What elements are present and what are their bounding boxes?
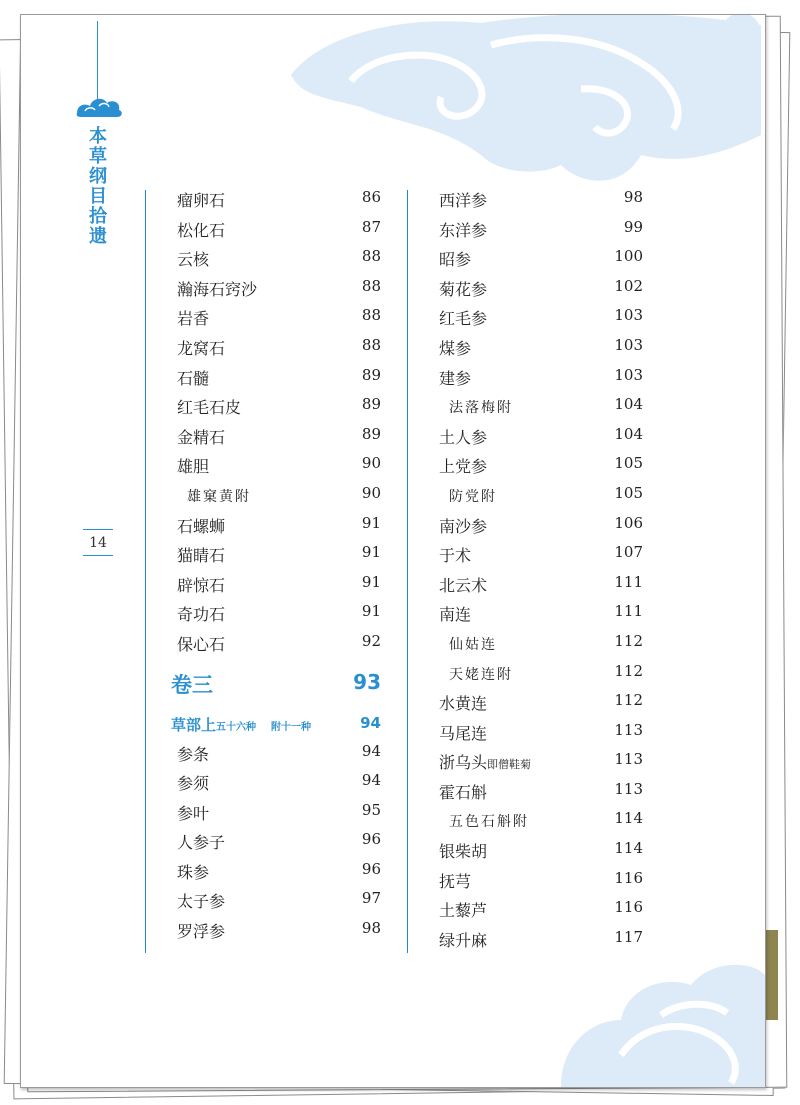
toc-entry-page: 89 <box>361 424 381 443</box>
toc-entry-title <box>439 366 471 389</box>
toc-entry-page: 97 <box>361 889 381 908</box>
toc-entry-name: 石髓 <box>177 368 210 388</box>
toc-entry-title <box>177 919 225 942</box>
toc-entry-page: 105 <box>614 454 643 473</box>
toc-entry-title <box>177 218 225 241</box>
toc-entry[interactable] <box>439 215 643 245</box>
toc-entry[interactable] <box>177 570 381 600</box>
toc-entry-title <box>177 860 209 883</box>
toc-entry-page: 91 <box>361 602 381 621</box>
toc-entry[interactable] <box>177 798 381 828</box>
page-edge-strip <box>766 930 778 1020</box>
toc-entry[interactable] <box>439 511 643 541</box>
toc-left-column <box>171 185 381 946</box>
toc-entry-page: 88 <box>361 335 381 354</box>
toc-entry[interactable] <box>177 540 381 570</box>
toc-entry-name: 北云术 <box>439 575 488 595</box>
toc-entry-name: 太子参 <box>177 892 226 912</box>
toc-entry-title <box>439 188 487 211</box>
toc-entry-name: 松化石 <box>177 220 226 240</box>
section-note-count: 五十六种 <box>216 721 257 733</box>
toc-entry[interactable] <box>177 827 381 857</box>
toc-entry-title <box>439 780 487 803</box>
toc-entry-title <box>439 454 487 477</box>
toc-entry-title <box>177 632 225 655</box>
toc-entry-page: 99 <box>623 217 643 236</box>
toc-entry-page: 113 <box>614 720 643 739</box>
toc-entry-name: 浙乌头 <box>439 753 488 773</box>
toc-entry-name: 罗浮参 <box>177 922 226 942</box>
toc-entry-page: 111 <box>614 602 643 621</box>
toc-entry-name: 雄胆 <box>177 457 210 477</box>
toc-entry-name: 珠参 <box>177 862 210 882</box>
toc-entry-title <box>177 425 225 448</box>
toc-entry-page: 88 <box>361 306 381 325</box>
toc-entry[interactable] <box>177 481 381 511</box>
toc-entry-title <box>177 514 225 537</box>
toc-entry-page: 113 <box>614 750 643 769</box>
toc-entry-title <box>439 573 487 596</box>
toc-entry[interactable] <box>177 274 381 304</box>
cloud-decoration <box>21 15 765 1087</box>
toc-entry-title <box>449 811 529 831</box>
toc-entry[interactable] <box>439 688 643 718</box>
toc-entry-page: 117 <box>614 927 643 946</box>
toc-entry-page: 113 <box>614 779 643 798</box>
section-name: 草部上 <box>171 715 217 734</box>
toc-entry-title <box>439 425 487 448</box>
toc-entry-page: 90 <box>361 454 381 473</box>
left-column-rule <box>145 190 146 953</box>
toc-entry-title <box>177 277 257 300</box>
toc-entry-name: 参叶 <box>177 803 210 823</box>
toc-entry[interactable] <box>439 481 643 511</box>
toc-entry-page: 98 <box>623 188 643 206</box>
toc-entry-note: 即僧鞋菊 <box>487 758 532 772</box>
toc-entry[interactable] <box>177 244 381 274</box>
toc-entry-title <box>449 634 497 654</box>
toc-entry-title <box>439 306 487 329</box>
toc-left-list-after <box>177 739 381 946</box>
toc-entry-page: 103 <box>614 306 643 325</box>
toc-entry-title <box>177 336 225 359</box>
toc-entry[interactable] <box>439 333 643 363</box>
toc-entry-title <box>177 602 225 625</box>
volume-heading[interactable] <box>171 659 381 709</box>
toc-entry-page: 89 <box>361 395 381 414</box>
toc-entry-title <box>439 543 471 566</box>
toc-entry[interactable] <box>177 451 381 481</box>
toc-entry-page: 95 <box>361 800 381 819</box>
toc-entry-title <box>177 395 241 418</box>
toc-entry-page: 116 <box>614 868 643 887</box>
toc-entry-name: 瀚海石窍沙 <box>177 279 258 299</box>
toc-entry-page: 88 <box>361 276 381 295</box>
toc-entry-name: 人参子 <box>177 833 226 853</box>
toc-entry[interactable] <box>439 363 643 393</box>
toc-entry-name: 龙窝石 <box>177 338 226 358</box>
cloud-icon <box>73 93 125 121</box>
toc-entry-name: 上党参 <box>439 457 488 477</box>
toc-entry-page: 94 <box>361 771 381 790</box>
toc-entry[interactable] <box>439 747 643 777</box>
page-number-block <box>83 529 113 556</box>
toc-entry[interactable] <box>439 777 643 807</box>
toc-entry[interactable] <box>177 185 381 215</box>
toc-entry-page: 105 <box>614 483 643 502</box>
toc-entry[interactable] <box>177 511 381 541</box>
toc-entry[interactable] <box>439 866 643 896</box>
toc-entry-name: 菊花参 <box>439 279 488 299</box>
toc-entry-title <box>177 247 209 270</box>
toc-entry[interactable] <box>177 629 381 659</box>
toc-entry-title <box>439 247 471 270</box>
toc-entry-page: 114 <box>614 809 643 828</box>
toc-entry-title <box>439 277 487 300</box>
toc-entry-page: 112 <box>614 661 643 680</box>
toc-entry[interactable] <box>177 363 381 393</box>
toc-left-list <box>177 185 381 659</box>
toc-entry-title <box>449 397 513 417</box>
toc-entry-title <box>177 543 225 566</box>
toc-entry-title <box>439 336 471 359</box>
toc-entry-title <box>439 218 487 241</box>
toc-entry[interactable] <box>177 886 381 916</box>
toc-entry[interactable] <box>439 392 643 422</box>
toc-entry-page: 104 <box>614 395 643 414</box>
toc-entry-name: 防党附 <box>449 488 497 505</box>
toc-entry-name: 建参 <box>439 368 472 388</box>
toc-entry-name: 于术 <box>439 546 472 566</box>
toc-entry-title <box>439 602 471 625</box>
toc-entry-name: 红毛参 <box>439 309 488 329</box>
toc-entry[interactable] <box>439 303 643 333</box>
toc-entry-title <box>187 486 251 506</box>
toc-entry[interactable] <box>439 540 643 570</box>
toc-entry-name: 天姥连附 <box>449 666 513 683</box>
page-number: 14 <box>89 535 107 551</box>
toc-entry-name: 红毛石皮 <box>177 398 242 418</box>
toc-entry-title <box>177 801 209 824</box>
toc-entry-name: 抚芎 <box>439 871 472 891</box>
toc-right-column <box>439 185 643 954</box>
section-heading[interactable] <box>171 709 381 739</box>
toc-entry-page: 111 <box>614 572 643 591</box>
toc-entry-title <box>439 869 471 892</box>
toc-entry-name: 仙姑连 <box>449 636 497 653</box>
toc-entry-title <box>439 691 487 714</box>
toc-entry[interactable] <box>439 422 643 452</box>
toc-entry-name: 保心石 <box>177 634 226 654</box>
toc-right-list <box>439 185 643 954</box>
toc-entry-title <box>177 306 209 329</box>
toc-entry[interactable] <box>177 333 381 363</box>
toc-entry-page: 91 <box>361 543 381 562</box>
toc-entry-page: 91 <box>361 513 381 532</box>
toc-entry-title <box>439 898 487 921</box>
volume-page: 93 <box>353 669 381 694</box>
toc-entry-name: 石螺蛳 <box>177 516 226 536</box>
toc-entry-title <box>439 721 487 744</box>
toc-entry-page: 103 <box>614 365 643 384</box>
toc-entry-title <box>177 188 225 211</box>
toc-entry-name: 法落梅附 <box>449 400 513 417</box>
center-column-rule <box>407 190 408 953</box>
toc-entry-name: 银柴胡 <box>439 842 488 862</box>
book-title-vertical: 本草纲目拾遗 <box>89 126 107 247</box>
toc-entry-page: 112 <box>614 631 643 650</box>
toc-entry-title <box>439 839 487 862</box>
toc-entry[interactable] <box>439 451 643 481</box>
toc-entry-page: 89 <box>361 365 381 384</box>
toc-entry[interactable] <box>439 629 643 659</box>
toc-entry-page: 87 <box>361 217 381 236</box>
toc-entry[interactable] <box>177 768 381 798</box>
toc-entry-title <box>177 573 225 596</box>
volume-title: 卷三 <box>171 672 213 697</box>
page-number-rule-bottom <box>83 555 113 556</box>
book-page <box>20 14 766 1088</box>
toc-entry[interactable] <box>439 185 643 215</box>
toc-entry-title <box>449 486 497 506</box>
toc-entry[interactable] <box>177 303 381 333</box>
toc-entry-title <box>439 750 531 773</box>
toc-entry-name: 霍石斛 <box>439 782 488 802</box>
toc-entry-page: 90 <box>361 483 381 502</box>
toc-entry[interactable] <box>177 392 381 422</box>
toc-entry-name: 土人参 <box>439 427 488 447</box>
toc-entry-title <box>177 742 209 765</box>
toc-entry-title <box>439 928 487 951</box>
toc-entry[interactable] <box>177 916 381 946</box>
toc-entry-page: 100 <box>614 247 643 266</box>
toc-entry-name: 昭参 <box>439 250 472 270</box>
toc-entry-name: 绿升麻 <box>439 930 488 950</box>
toc-entry[interactable] <box>177 422 381 452</box>
toc-entry-title <box>439 514 487 537</box>
section-page: 94 <box>360 713 381 732</box>
toc-entry-name: 南连 <box>439 605 472 625</box>
toc-entry-name: 岩香 <box>177 309 210 329</box>
toc-entry-page: 91 <box>361 572 381 591</box>
toc-entry-title <box>177 830 225 853</box>
toc-entry-name: 水黄连 <box>439 694 488 714</box>
toc-entry-page: 104 <box>614 424 643 443</box>
toc-entry-page: 86 <box>361 188 381 206</box>
toc-entry[interactable] <box>177 739 381 769</box>
toc-entry-page: 107 <box>614 543 643 562</box>
toc-entry[interactable] <box>439 895 643 925</box>
toc-entry[interactable] <box>439 659 643 689</box>
toc-entry-title <box>177 454 209 477</box>
toc-entry-name: 辟惊石 <box>177 575 226 595</box>
toc-entry-name: 五色石斛附 <box>449 814 529 831</box>
toc-entry-name: 瘤卵石 <box>177 191 226 210</box>
toc-entry[interactable] <box>177 599 381 629</box>
toc-entry-page: 114 <box>614 839 643 858</box>
toc-entry[interactable] <box>439 599 643 629</box>
toc-entry-name: 雄窠黄附 <box>187 488 251 505</box>
toc-entry-page: 94 <box>361 741 381 760</box>
toc-entry-page: 96 <box>361 859 381 878</box>
toc-entry[interactable] <box>439 718 643 748</box>
toc-entry-name: 参须 <box>177 774 210 794</box>
toc-entry-title <box>177 771 209 794</box>
toc-entry[interactable] <box>177 215 381 245</box>
toc-entry-name: 煤参 <box>439 338 472 358</box>
toc-entry-name: 金精石 <box>177 427 226 447</box>
toc-entry[interactable] <box>439 274 643 304</box>
section-title <box>171 714 311 735</box>
toc-entry-page: 96 <box>361 830 381 849</box>
toc-entry-name: 猫睛石 <box>177 546 226 566</box>
toc-entry-page: 88 <box>361 247 381 266</box>
toc-entry-name: 土藜芦 <box>439 901 488 921</box>
toc-entry-name: 东洋参 <box>439 220 488 240</box>
toc-entry-name: 马尾连 <box>439 723 488 743</box>
toc-entry-name: 参条 <box>177 744 210 764</box>
toc-entry-name: 云核 <box>177 250 210 270</box>
section-note-appendix: 附十一种 <box>271 721 312 733</box>
toc-entry-page: 102 <box>614 276 643 295</box>
toc-entry-title <box>177 366 209 389</box>
toc-entry-page: 98 <box>361 919 381 938</box>
toc-entry-page: 112 <box>614 691 643 710</box>
toc-entry[interactable] <box>177 857 381 887</box>
toc-entry-page: 116 <box>614 898 643 917</box>
toc-entry[interactable] <box>439 244 643 274</box>
toc-entry[interactable] <box>439 806 643 836</box>
toc-entry-name: 西洋参 <box>439 191 488 210</box>
toc-entry[interactable] <box>439 836 643 866</box>
toc-entry-name: 奇功石 <box>177 605 226 625</box>
toc-entry-page: 103 <box>614 335 643 354</box>
toc-entry-page: 92 <box>361 631 381 650</box>
toc-entry[interactable] <box>439 925 643 955</box>
toc-entry-title <box>449 664 513 684</box>
toc-entry-title <box>177 889 225 912</box>
toc-entry-name: 南沙参 <box>439 516 488 536</box>
toc-entry[interactable] <box>439 570 643 600</box>
toc-entry-page: 106 <box>614 513 643 532</box>
